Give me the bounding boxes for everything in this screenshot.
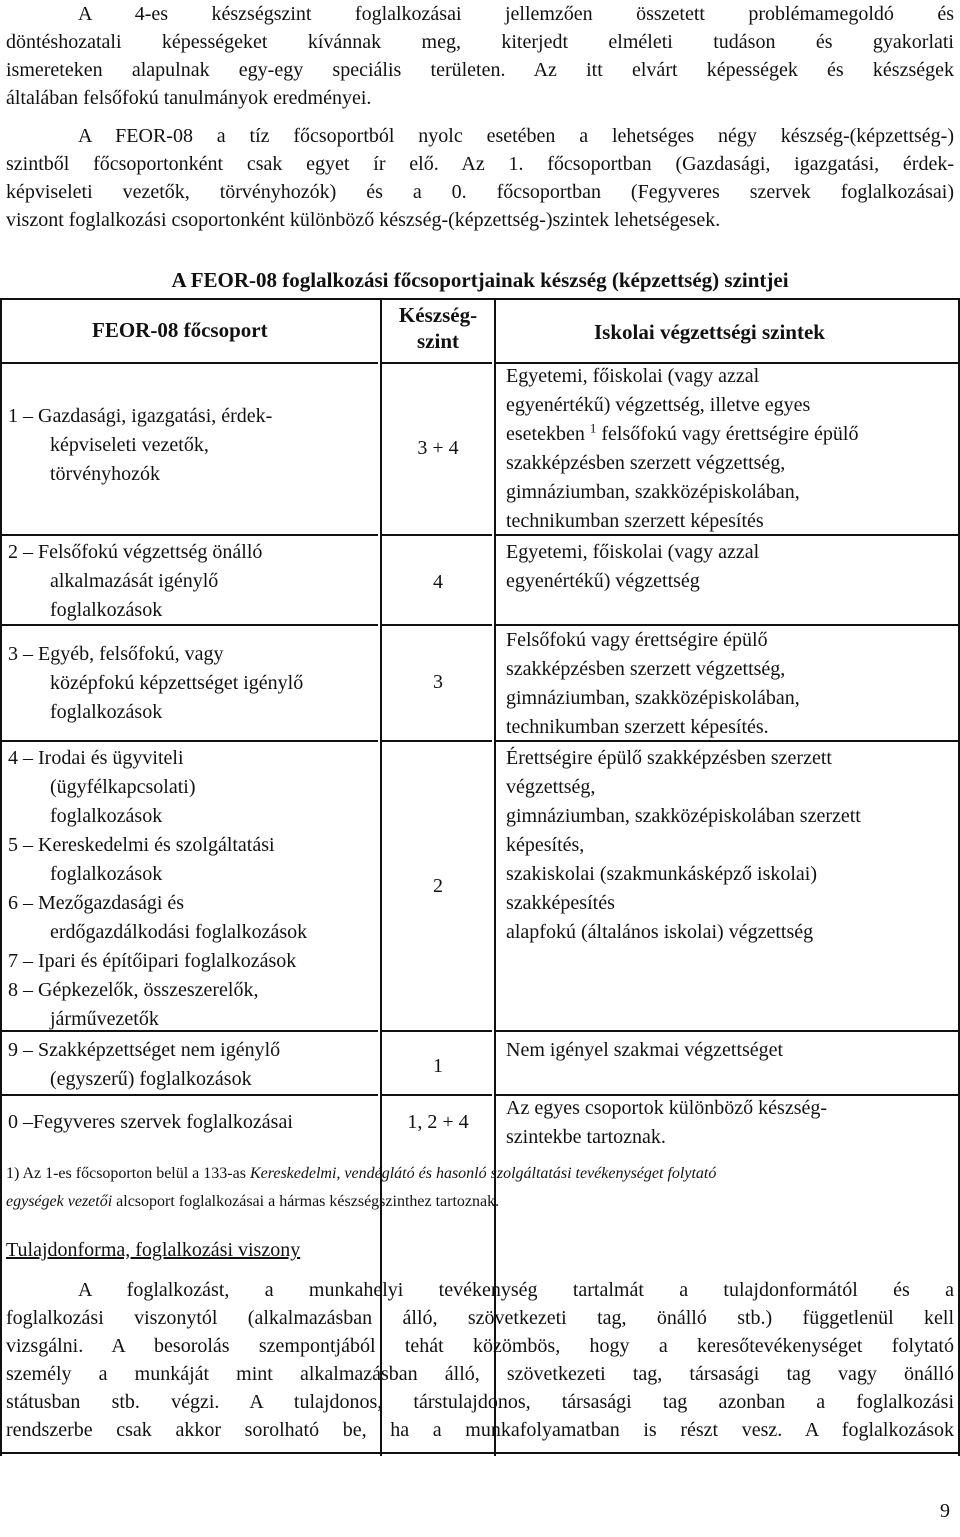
header-level: [382, 302, 494, 354]
education-line: szakiskolai (szakmunkásképző iskolai): [506, 863, 818, 885]
education-line: szintekbe tartoznak.: [506, 1126, 666, 1148]
education-line: képesítés,: [506, 834, 585, 856]
text-line: státusban stb. végzi. A tulajdonos, társtulajdonos, társasági tag azonban a foglalkozási: [6, 1391, 954, 1413]
group-cell: [8, 1108, 293, 1137]
level-cell: 3 + 4: [417, 437, 459, 459]
footnote-text: 1) Az 1-es főcsoporton belül a 133-as: [6, 1165, 250, 1182]
header-group: FEOR-08 főcsoport: [92, 318, 268, 342]
footnote-line: [6, 1188, 954, 1216]
footnote: [6, 1160, 954, 1216]
text-line: általában felsőfokú tanulmányok eredményei.: [6, 87, 372, 109]
text-line: vizsgálni. A besorolás szempontjából tehát közömbös, hogy a keresőtevékenységet folytató: [6, 1335, 954, 1357]
footnote-italic: egységek vezetői: [6, 1193, 113, 1210]
education-line: szakképzésben szerzett végzettség,: [506, 658, 786, 680]
group-line: törvényhozók: [50, 463, 160, 485]
text-line: A foglalkozást, a munkahelyi tevékenység tartalmát a tulajdonformától és a: [78, 1279, 954, 1301]
group-line: 5 – Kereskedelmi és szolgáltatási: [8, 834, 275, 856]
education-line: egyenértékű) végzettség: [506, 570, 700, 592]
group-line: foglalkozások: [50, 599, 163, 621]
group-cell: [8, 640, 303, 727]
text-line: A 4-es készségszint foglalkozásai jellemzően összetett problémamegoldó és: [78, 3, 954, 25]
level-cell: 2: [433, 875, 443, 897]
text-line: A FEOR-08 a tíz főcsoportból nyolc esetében a lehetséges négy készség-(képzettség-): [78, 125, 954, 147]
education-line: Nem igényel szakmai végzettséget: [506, 1039, 784, 1061]
level-cell: 1, 2 + 4: [407, 1111, 469, 1133]
footnote-mark: 1: [589, 420, 597, 436]
header-level-line: szint: [417, 329, 459, 353]
text-line: személy a munkáját mint alkalmazásban álló, szövetkezeti tag, társasági tag vagy önálló: [6, 1363, 954, 1385]
footnote-italic: Kereskedelmi, vendéglátó és hasonló szolgáltatási tevékenységet folytató: [249, 1165, 717, 1182]
group-line: erdőgazdálkodási foglalkozások: [50, 921, 308, 943]
level-cell: 3: [433, 671, 443, 693]
row-divider: [382, 624, 492, 626]
education-cell: [506, 1094, 827, 1152]
footnote-line: [6, 1160, 954, 1188]
education-cell: [506, 744, 861, 947]
education-line: gimnáziumban, szakközépiskolában,: [506, 481, 800, 503]
education-line: technikumban szerzett képesítés.: [506, 716, 769, 738]
footnote-text: alcsoport foglalkozásai a hármas készségszinthez tartoznak.: [112, 1193, 500, 1210]
level-cell: 1: [433, 1055, 443, 1077]
table-border: [0, 298, 960, 300]
row-divider: [382, 740, 492, 742]
group-line: foglalkozások: [50, 805, 163, 827]
group-line: 0 –Fegyveres szervek foglalkozásai: [8, 1111, 293, 1133]
row-divider: [0, 740, 378, 742]
education-line: Felsőfokú vagy érettségire épülő: [506, 629, 768, 651]
row-divider: [382, 534, 492, 536]
education-line: Érettségire épülő szakképzésben szerzett: [506, 747, 832, 769]
group-line: (ügyfélkapcsolati): [50, 776, 196, 798]
education-line: [506, 420, 859, 449]
group-line: 6 – Mezőgazdasági és: [8, 892, 185, 914]
text-line: ismereteken alapulnak egy-egy speciális területen. Az itt elvárt képességek és készségek: [6, 59, 954, 81]
text-line: foglalkozási viszonytól (alkalmazásban álló, szövetkezeti tag, önálló stb.) függetlenül kell: [6, 1307, 954, 1329]
section-heading: Tulajdonforma, foglalkozási viszony: [6, 1239, 301, 1261]
group-line: 3 – Egyéb, felsőfokú, vagy: [8, 643, 224, 665]
education-line: végzettség,: [506, 776, 596, 798]
group-line: (egyszerű) foglalkozások: [50, 1068, 252, 1090]
row-divider: [0, 534, 378, 536]
group-line: járművezetők: [50, 1008, 159, 1030]
text-line: döntéshozatali képességeket kívánnak meg, kiterjedt elméleti tudáson és gyakorlati: [6, 31, 954, 53]
group-line: 2 – Felsőfokú végzettség önálló: [8, 541, 263, 563]
group-line: 9 – Szakképzettséget nem igénylő: [8, 1039, 281, 1061]
row-divider: [496, 1030, 958, 1032]
group-line: 4 – Irodai és ügyviteli: [8, 747, 184, 769]
group-line: foglalkozások: [50, 701, 163, 723]
row-divider: [382, 362, 492, 364]
group-cell: [8, 744, 307, 1034]
education-line: szakképesítés: [506, 892, 615, 914]
header-education: Iskolai végzettségi szintek: [594, 320, 825, 344]
row-divider: [382, 1030, 492, 1032]
education-line: gimnáziumban, szakközépiskolában szerzett: [506, 805, 861, 827]
education-line: Egyetemi, főiskolai (vagy azzal: [506, 541, 760, 563]
education-cell: [506, 362, 859, 536]
group-cell: [8, 538, 262, 625]
education-line: gimnáziumban, szakközépiskolában,: [506, 687, 800, 709]
group-cell: [8, 402, 272, 489]
group-line: középfokú képzettséget igénylő: [50, 672, 304, 694]
row-divider: [0, 362, 378, 364]
education-line: szakképzésben szerzett végzettség,: [506, 452, 786, 474]
education-cell: [506, 1036, 783, 1065]
text-line: képviseleti vezetők, törvényhozók) és a 0. főcsoportban (Fegyveres szervek foglalkozásai): [6, 181, 954, 203]
header-level-line: Készség-: [398, 303, 478, 327]
education-line: egyenértékű) végzettség, illetve egyes: [506, 394, 811, 416]
table-border: [0, 298, 2, 1456]
education-line: technikumban szerzett képesítés: [506, 510, 764, 532]
group-line: 8 – Gépkezelők, összeszerelők,: [8, 979, 259, 1001]
group-cell: [8, 1036, 280, 1094]
group-line: képviseleti vezetők,: [50, 434, 209, 456]
group-line: foglalkozások: [50, 863, 163, 885]
level-cell: 4: [433, 571, 443, 593]
group-line: 1 – Gazdasági, igazgatási, érdek-: [8, 405, 273, 427]
group-line: 7 – Ipari és építőipari foglalkozások: [8, 950, 297, 972]
page-number: 9: [940, 1500, 950, 1522]
text-line: viszont foglalkozási csoportonként különböző készség-(képzettség-)szintek lehetségesek.: [6, 209, 721, 231]
text-line: szintből főcsoportonként csak egyet ír elő. Az 1. főcsoportban (Gazdasági, igazgatási, érdek-: [6, 153, 954, 175]
table-title: A FEOR-08 foglalkozási főcsoportjainak készség (képzettség) szintjei: [171, 268, 789, 292]
education-cell: [506, 626, 800, 742]
education-line: alapfokú (általános iskolai) végzettség: [506, 921, 814, 943]
education-cell: [506, 538, 759, 596]
education-line: Egyetemi, főiskolai (vagy azzal: [506, 365, 760, 387]
education-text: felsőfokú vagy érettségire épülő: [601, 423, 859, 445]
row-divider: [382, 1094, 492, 1096]
group-line: alkalmazását igénylő: [50, 570, 219, 592]
education-line: Az egyes csoportok különböző készség-: [506, 1097, 828, 1119]
education-text: esetekben: [506, 423, 585, 445]
row-divider: [0, 1094, 378, 1096]
table-border: [0, 1452, 960, 1454]
text-line: rendszerbe csak akkor sorolható be, ha a munkafolyamatban is részt vesz. A foglalkozások: [6, 1419, 954, 1441]
